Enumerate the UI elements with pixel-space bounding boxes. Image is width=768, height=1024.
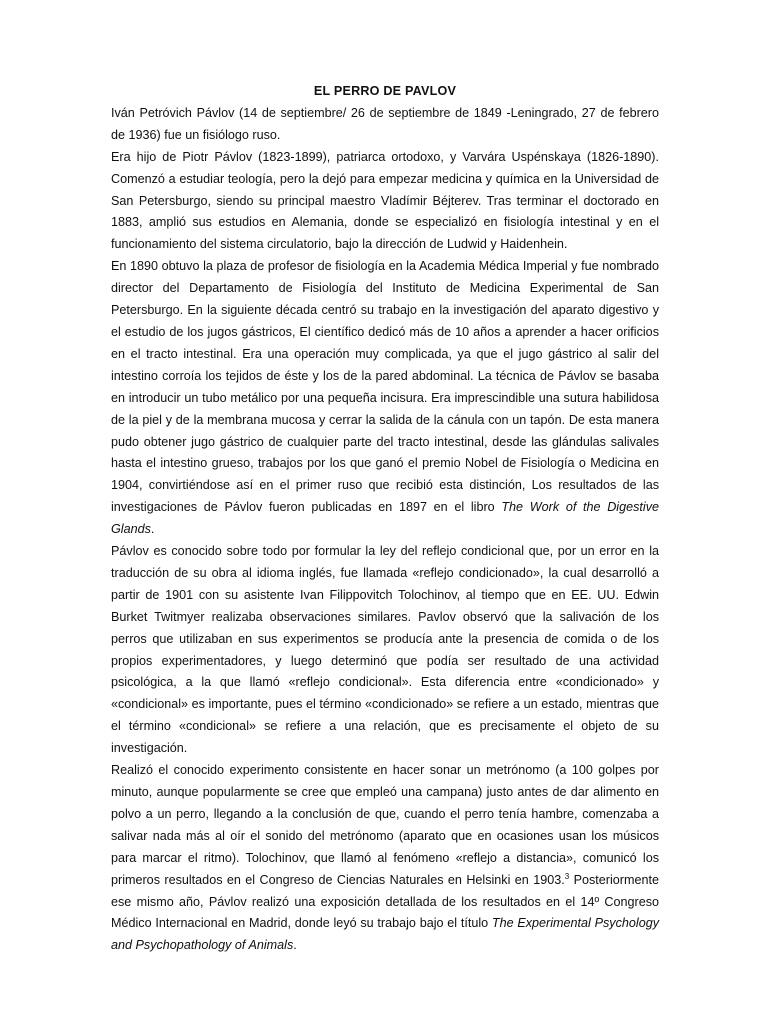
paragraph-research (111, 256, 659, 541)
paragraph-biography: Era hijo de Piotr Pávlov (1823-1899), patriarca ortodoxo, y Varvára Uspénskaya (1826-1890). Comenzó a estudiar teología, pero la dejó para empezar medicina y química en la Universidad de San Petersburgo, siendo su principal maestro Vladímir Béjterev. Tras terminar el doctorado en 1883, amplió sus estudios en Alemania, donde se especializó en fisiología intestinal y en el funcionamiento del sistema circulatorio, bajo la dirección de Ludwid y Haidenhein. (111, 149, 659, 252)
paragraph-intro: Iván Petróvich Pávlov (14 de septiembre/ 26 de septiembre de 1849 -Leningrado, 27 de febrero de 1936) fue un fisiólogo ruso. (111, 105, 659, 142)
paragraph-research-end: . (150, 522, 155, 537)
paragraph-research-text: En 1890 obtuvo la plaza de profesor de fisiología en la Academia Médica Imperial y fue nombrado director del Departamento de Fisiología del Instituto de Medicina Experimental de San Petersburgo. En la siguiente década centró su trabajo en la investigación del aparato digestivo y el estudio de los jugos gástricos, El científico dedicó más de 10 años a aprender a hacer orificios en el tracto intestinal. Era una operación muy complicada, ya que el jugo gástrico al salir del intestino corroía los tejidos de éste y los de la pared abdominal. La técnica de Pávlov se basaba en introducir un tubo metálico por una pequeña incisura. Era imprescindible una sutura habilidosa de la piel y de la membrana mucosa y cerrar la salida de la cánula con un tapón. De esta manera pudo obtener jugo gástrico de cualquier parte del tracto intestinal, desde las glándulas salivales hasta el intestino grueso, trabajos por los que ganó el premio Nobel de Fisiología o Medicina en 1904, convirtiéndose así en el primer ruso que recibió esta distinción, Los resultados de las investigaciones de Pávlov fueron publicadas en 1897 en el libro (111, 259, 659, 515)
book-title-experimental-psychology: The Experimental Psychology and Psychopathology of Animals (111, 916, 660, 953)
paragraph-conditional-reflex: Pávlov es conocido sobre todo por formular la ley del reflejo condicional que, por un error en la traducción de su obra al idioma inglés, fue llamada «reflejo condicionado», la cual desarrolló a partir de 1901 con su asistente Ivan Filippovitch Tolochinov, al tiempo que en EE. UU. Edwin Burket Twitmyer realizaba observaciones similares. Pavlov observó que la salivación de los perros que utilizaban en sus experimentos se producía ante la presencia de comida o de los propios experimentadores, y luego determinó que podía ser resultado de una actividad psicológica, a la que llamó «reflejo condicional». Esta diferencia entre «condicionado» y «condicional» es importante, pues el término «condicionado» se refiere a un estado, mientras que el término «condicional» se refiere a una relación, que es precisamente el objeto de su investigación. (111, 544, 659, 756)
paragraph-metronome-more: Posteriormente ese mismo año, Pávlov realizó una exposición detallada de los resultados en el 14º Congreso Médico Internacional en Madrid, donde leyó su trabajo bajo el título (111, 872, 659, 931)
paragraph-metronome-experiment (111, 760, 659, 957)
document-body (111, 81, 659, 957)
book-title-digestive-glands: The Work of the Digestive Glands (111, 500, 659, 537)
paragraph-metronome-end: . (293, 938, 297, 953)
document-title: EL PERRO DE PAVLOV (313, 84, 457, 98)
footnote-marker: 3 (564, 871, 570, 881)
paragraph-metronome-text: Realizó el conocido experimento consistente en hacer sonar un metrónomo (a 100 golpes por minuto, aunque popularmente se cree que empleó una campana) justo antes de dar alimento en polvo a un perro, llegando a la conclusión de que, cuando el perro tenía hambre, comenzaba a salivar nada más al oír el sonido del metrónomo (aparato que en ocasiones usan los músicos para marcar el ritmo). Tolochinov, que llamó al fenómeno «reflejo a distancia», comunicó los primeros resultados en el Congreso de Ciencias Naturales en Helsinki en 1903. (111, 763, 659, 887)
